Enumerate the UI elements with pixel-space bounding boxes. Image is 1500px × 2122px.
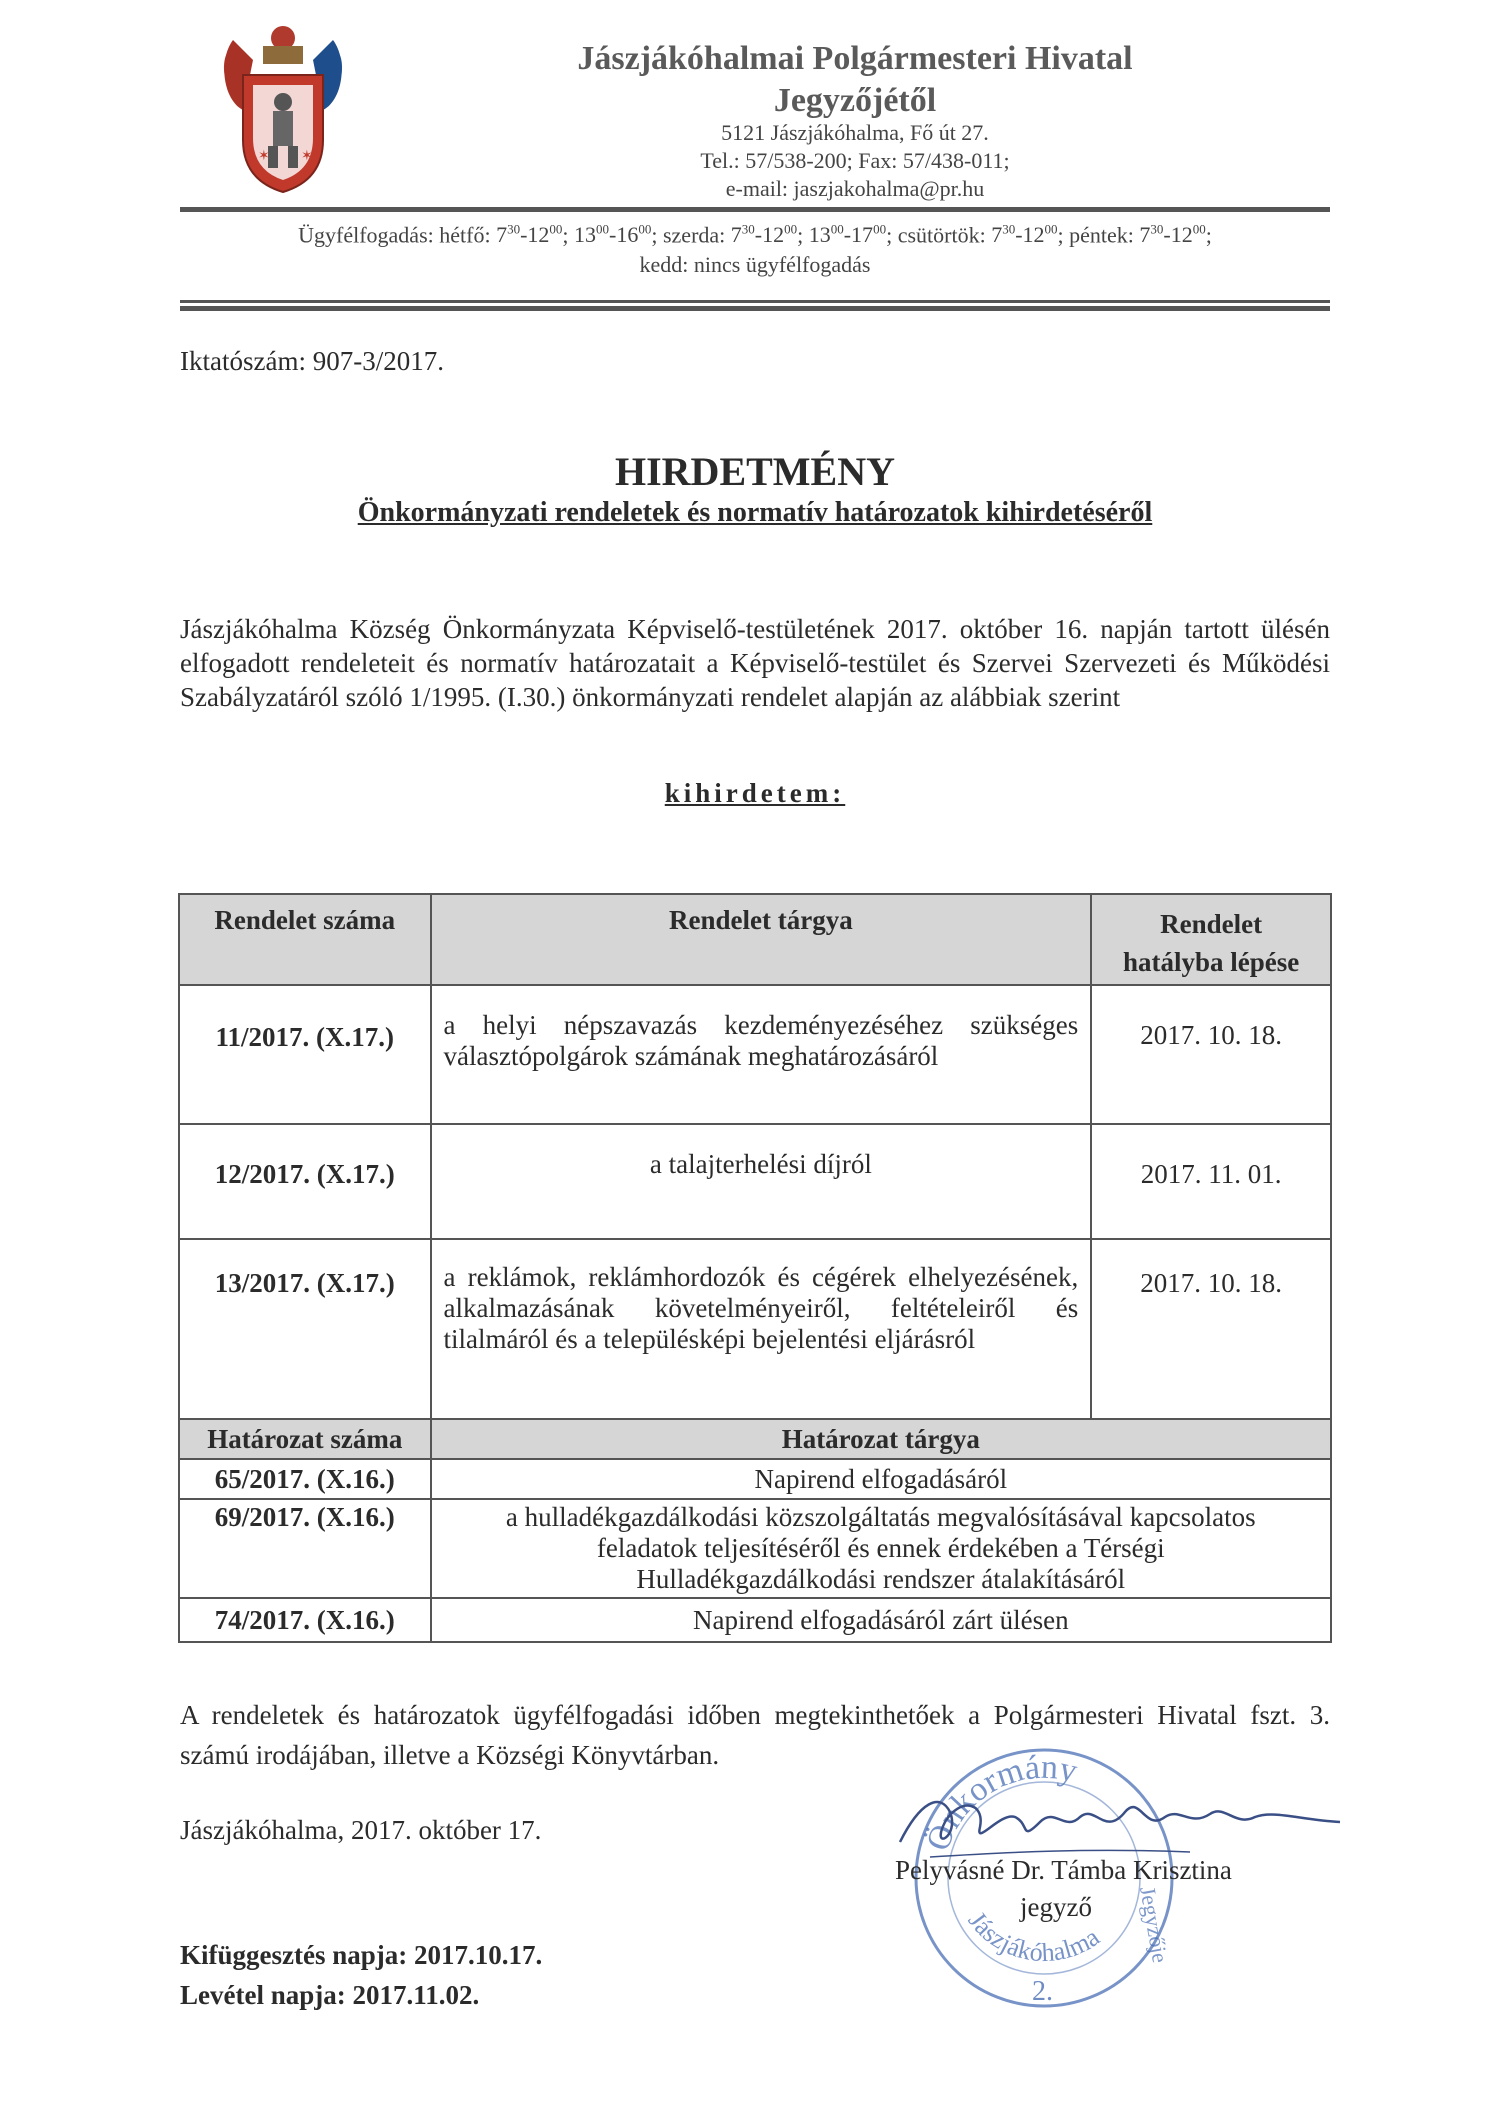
office-hours xyxy=(180,222,1330,248)
decree-subject: a reklámok, reklámhordozók és cégérek elhelyezésének, alkalmazásának követelményeiről, feltételeiről és tilalmáról és a településképi bejelentési eljárásról xyxy=(431,1239,1092,1420)
signer-name: Pelyvásné Dr. Támba Krisztina xyxy=(895,1855,1232,1885)
resolution-subject: a hulladékgazdálkodási közszolgáltatás megvalósításával kapcsolatos feladatok teljesítéséről és ennek érdekében a Térségi Hulladékgazdálkodási rendszer átalakításáról xyxy=(431,1499,1331,1598)
table-row xyxy=(179,1239,1331,1420)
stamp-bottom-text: Jászjákóhalma xyxy=(962,1906,1105,1968)
removal-date: Levétel napja: 2017.11.02. xyxy=(180,1980,480,2010)
table-row xyxy=(179,1598,1331,1642)
hours-day: hétfő: xyxy=(439,222,497,248)
stamp-top-text: Önkormány xyxy=(919,1748,1081,1856)
hours-day: szerda: xyxy=(657,222,731,248)
place-date: Jászjákóhalma, 2017. október 17. xyxy=(180,1815,542,1845)
office-email: e-mail: jaszjakohalma@pr.hu xyxy=(725,176,985,201)
hours-slot: $7^{30}-12^{00}$ xyxy=(991,222,1058,248)
hours-slot: $7^{30}-12^{00}$ xyxy=(730,222,798,248)
decree-subject: a helyi népszavazás kezdeményezéséhez szükséges választópolgárok számának meghatározásáról xyxy=(431,985,1092,1124)
closing-paragraph: A rendeletek és határozatok ügyfélfogadási időben megtekinthetőek a Polgármesteri Hivatal fszt. 3. számú irodájában, illetve a Községi Könyvtárban. xyxy=(180,1700,1330,1770)
header-decree-effective: Rendelet hatályba lépése xyxy=(1091,894,1331,985)
table-row xyxy=(179,1459,1331,1499)
decree-effective: 2017. 11. 01. xyxy=(1091,1124,1331,1239)
decree-number: 12/2017. (X.17.) xyxy=(179,1124,431,1239)
office-phone-fax: Tel.: 57/538-200; Fax: 57/438-011; xyxy=(700,148,1010,173)
decrees-header-row xyxy=(179,894,1331,985)
header-resolution-number: Határozat száma xyxy=(179,1419,431,1459)
hours-slot: $13^{00}-16^{00}$ xyxy=(574,222,652,248)
hours-day: péntek: xyxy=(1063,222,1140,248)
decree-number: 11/2017. (X.17.) xyxy=(179,985,431,1124)
header-resolution-subject: Határozat tárgya xyxy=(431,1419,1331,1459)
document-title: HIRDETMÉNY xyxy=(614,449,896,494)
posting-date: Kifüggesztés napja: 2017.10.17. xyxy=(180,1940,543,1970)
decree-number: 13/2017. (X.17.) xyxy=(179,1239,431,1420)
header-decree-number: Rendelet száma xyxy=(179,894,431,985)
decrees-table xyxy=(178,893,1332,1421)
svg-text:✶: ✶ xyxy=(301,149,313,164)
resolution-number: 65/2017. (X.16.) xyxy=(179,1459,431,1499)
hours-note: kedd: nincs ügyfélfogadás xyxy=(639,252,871,277)
decree-effective: 2017. 10. 18. xyxy=(1091,1239,1331,1420)
stamp-number: 2. xyxy=(1032,1976,1053,2007)
header-divider-bottom-2 xyxy=(180,306,1330,311)
office-from: Jegyzőjétől xyxy=(773,82,937,119)
reference-number: Iktatószám: 907-3/2017. xyxy=(180,346,444,376)
table-row xyxy=(179,1124,1331,1239)
intro-paragraph: Jászjákóhalma Község Önkormányzata Képviselő-testületének 2017. október 16. napján tartott ülésén elfogadott rendeleteit és normatív határozatait a Képviselő-testület és Szervei Szervezeti és Működési Szabályzatáról szóló 1/1995. (I.30.) önkormányzati rendelet alapján az alábbiak szerint xyxy=(180,614,1330,712)
stamp-right-text: Jegyzője xyxy=(1135,1884,1174,1965)
resolutions-table xyxy=(178,1418,1332,1643)
document-subtitle: Önkormányzati rendeletek és normatív határozatok kihirdetéséről xyxy=(357,497,1153,528)
hours-day: csütörtök: xyxy=(892,222,992,248)
svg-text:✶: ✶ xyxy=(258,149,270,164)
hours-list: hétfő: $7^{30}-12^{00}$; $13^{00}-16^{00}$; szerda: $7^{30}-12^{00}$; $13^{00}-17^{00}$; csütörtök: $7^{30}-12^{00}$; péntek: $7^{30}-12^{00}$; xyxy=(439,222,1212,248)
decree-subject: a talajterhelési díjról xyxy=(431,1124,1092,1239)
header-decree-subject: Rendelet tárgya xyxy=(431,894,1092,985)
resolution-number: 74/2017. (X.16.) xyxy=(179,1598,431,1642)
hours-slot: $7^{30}-12^{00}$ xyxy=(496,222,563,248)
resolutions-header-row xyxy=(179,1419,1331,1459)
hours-slot: $7^{30}-12^{00}$ xyxy=(1139,222,1206,248)
hours-label: Ügyfélfogadás: xyxy=(298,222,434,248)
decree-effective: 2017. 10. 18. xyxy=(1091,985,1331,1124)
resolution-subject: Napirend elfogadásáról zárt ülésen xyxy=(431,1598,1331,1642)
table-row xyxy=(179,985,1331,1124)
table-row xyxy=(179,1499,1331,1598)
signer-title: jegyző xyxy=(1020,1892,1092,1922)
office-name: Jászjákóhalmai Polgármesteri Hivatal xyxy=(577,40,1133,77)
announce-word: kihirdetem: xyxy=(664,778,846,808)
header-divider-bottom-1 xyxy=(180,300,1330,303)
hours-slot: $13^{00}-17^{00}$ xyxy=(808,222,887,248)
header-divider-top xyxy=(180,207,1330,212)
office-address: 5121 Jászjákóhalma, Fő út 27. xyxy=(721,120,989,145)
resolution-number: 69/2017. (X.16.) xyxy=(179,1499,431,1598)
resolution-subject: Napirend elfogadásáról xyxy=(431,1459,1331,1499)
